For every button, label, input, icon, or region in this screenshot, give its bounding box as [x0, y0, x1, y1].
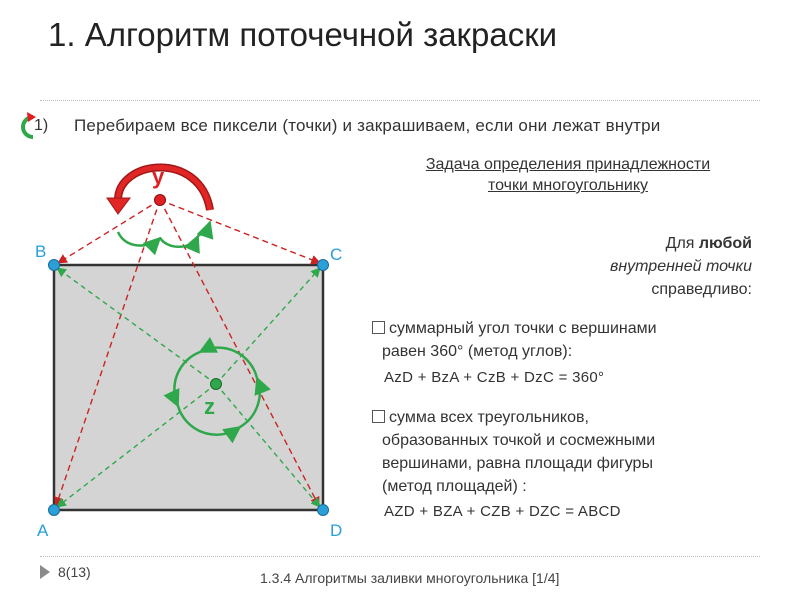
slide-title: 1. Алгоритм поточечной закраски	[48, 16, 558, 53]
vertex-c-marker	[318, 260, 329, 271]
bullet-1-line-1: суммарный угол точки с вершинами	[372, 317, 657, 340]
angle-arcs-y	[118, 222, 210, 247]
ray-y-to-b	[58, 200, 160, 263]
refresh-icon	[23, 112, 36, 137]
point-inside-label: z	[204, 394, 215, 419]
task-line-2: точки многоугольнику	[487, 177, 648, 194]
formula-angles: AzD + BzA + CzB + DzC = 360°	[384, 369, 605, 386]
square-polygon	[54, 265, 323, 510]
bullet-2-line-4: (метод площадей) :	[382, 478, 527, 495]
vertex-b-label: B	[35, 242, 47, 261]
page-number: 8(13)	[58, 564, 91, 580]
vertex-d-label: D	[330, 521, 343, 540]
point-inside-marker	[211, 379, 222, 390]
task-line-1: Задача определения принадлежности	[425, 156, 711, 173]
vertex-a-label: A	[37, 521, 49, 540]
note-line-1-prefix: Для	[665, 235, 699, 252]
note-line-2: внутренней точки	[609, 258, 752, 275]
step-number: 1)	[34, 117, 49, 134]
vertex-c-label: C	[330, 245, 343, 264]
point-outside-label: y	[152, 164, 165, 189]
bullet-2-line-2: образованных точкой и сосмежными	[382, 432, 656, 449]
play-arrow-icon	[40, 565, 50, 579]
ray-y-to-c	[160, 200, 320, 263]
formula-areas: AZD + BZA + CZB + DZC = ABCD	[384, 503, 621, 520]
bullet-2-line-3: вершинами, равна площади фигуры	[382, 455, 653, 472]
footer-divider	[40, 556, 760, 557]
bullet-1-line-2: равен 360° (метод углов):	[382, 343, 573, 360]
vertex-a-marker	[49, 505, 60, 516]
point-outside-marker	[155, 195, 166, 206]
vertex-b-marker	[49, 260, 60, 271]
step-text: Перебираем все пиксели (точки) и закрашиваем, если они лежат внутри	[74, 116, 661, 135]
bullet-2-line-1: сумма всех треугольников,	[372, 406, 655, 429]
note-line-3: справедливо:	[651, 281, 752, 298]
footer-title: 1.3.4 Алгоритмы заливки многоугольника [1/4]	[260, 570, 560, 586]
note-line-1-bold: любой	[698, 235, 752, 252]
vertex-d-marker	[318, 505, 329, 516]
